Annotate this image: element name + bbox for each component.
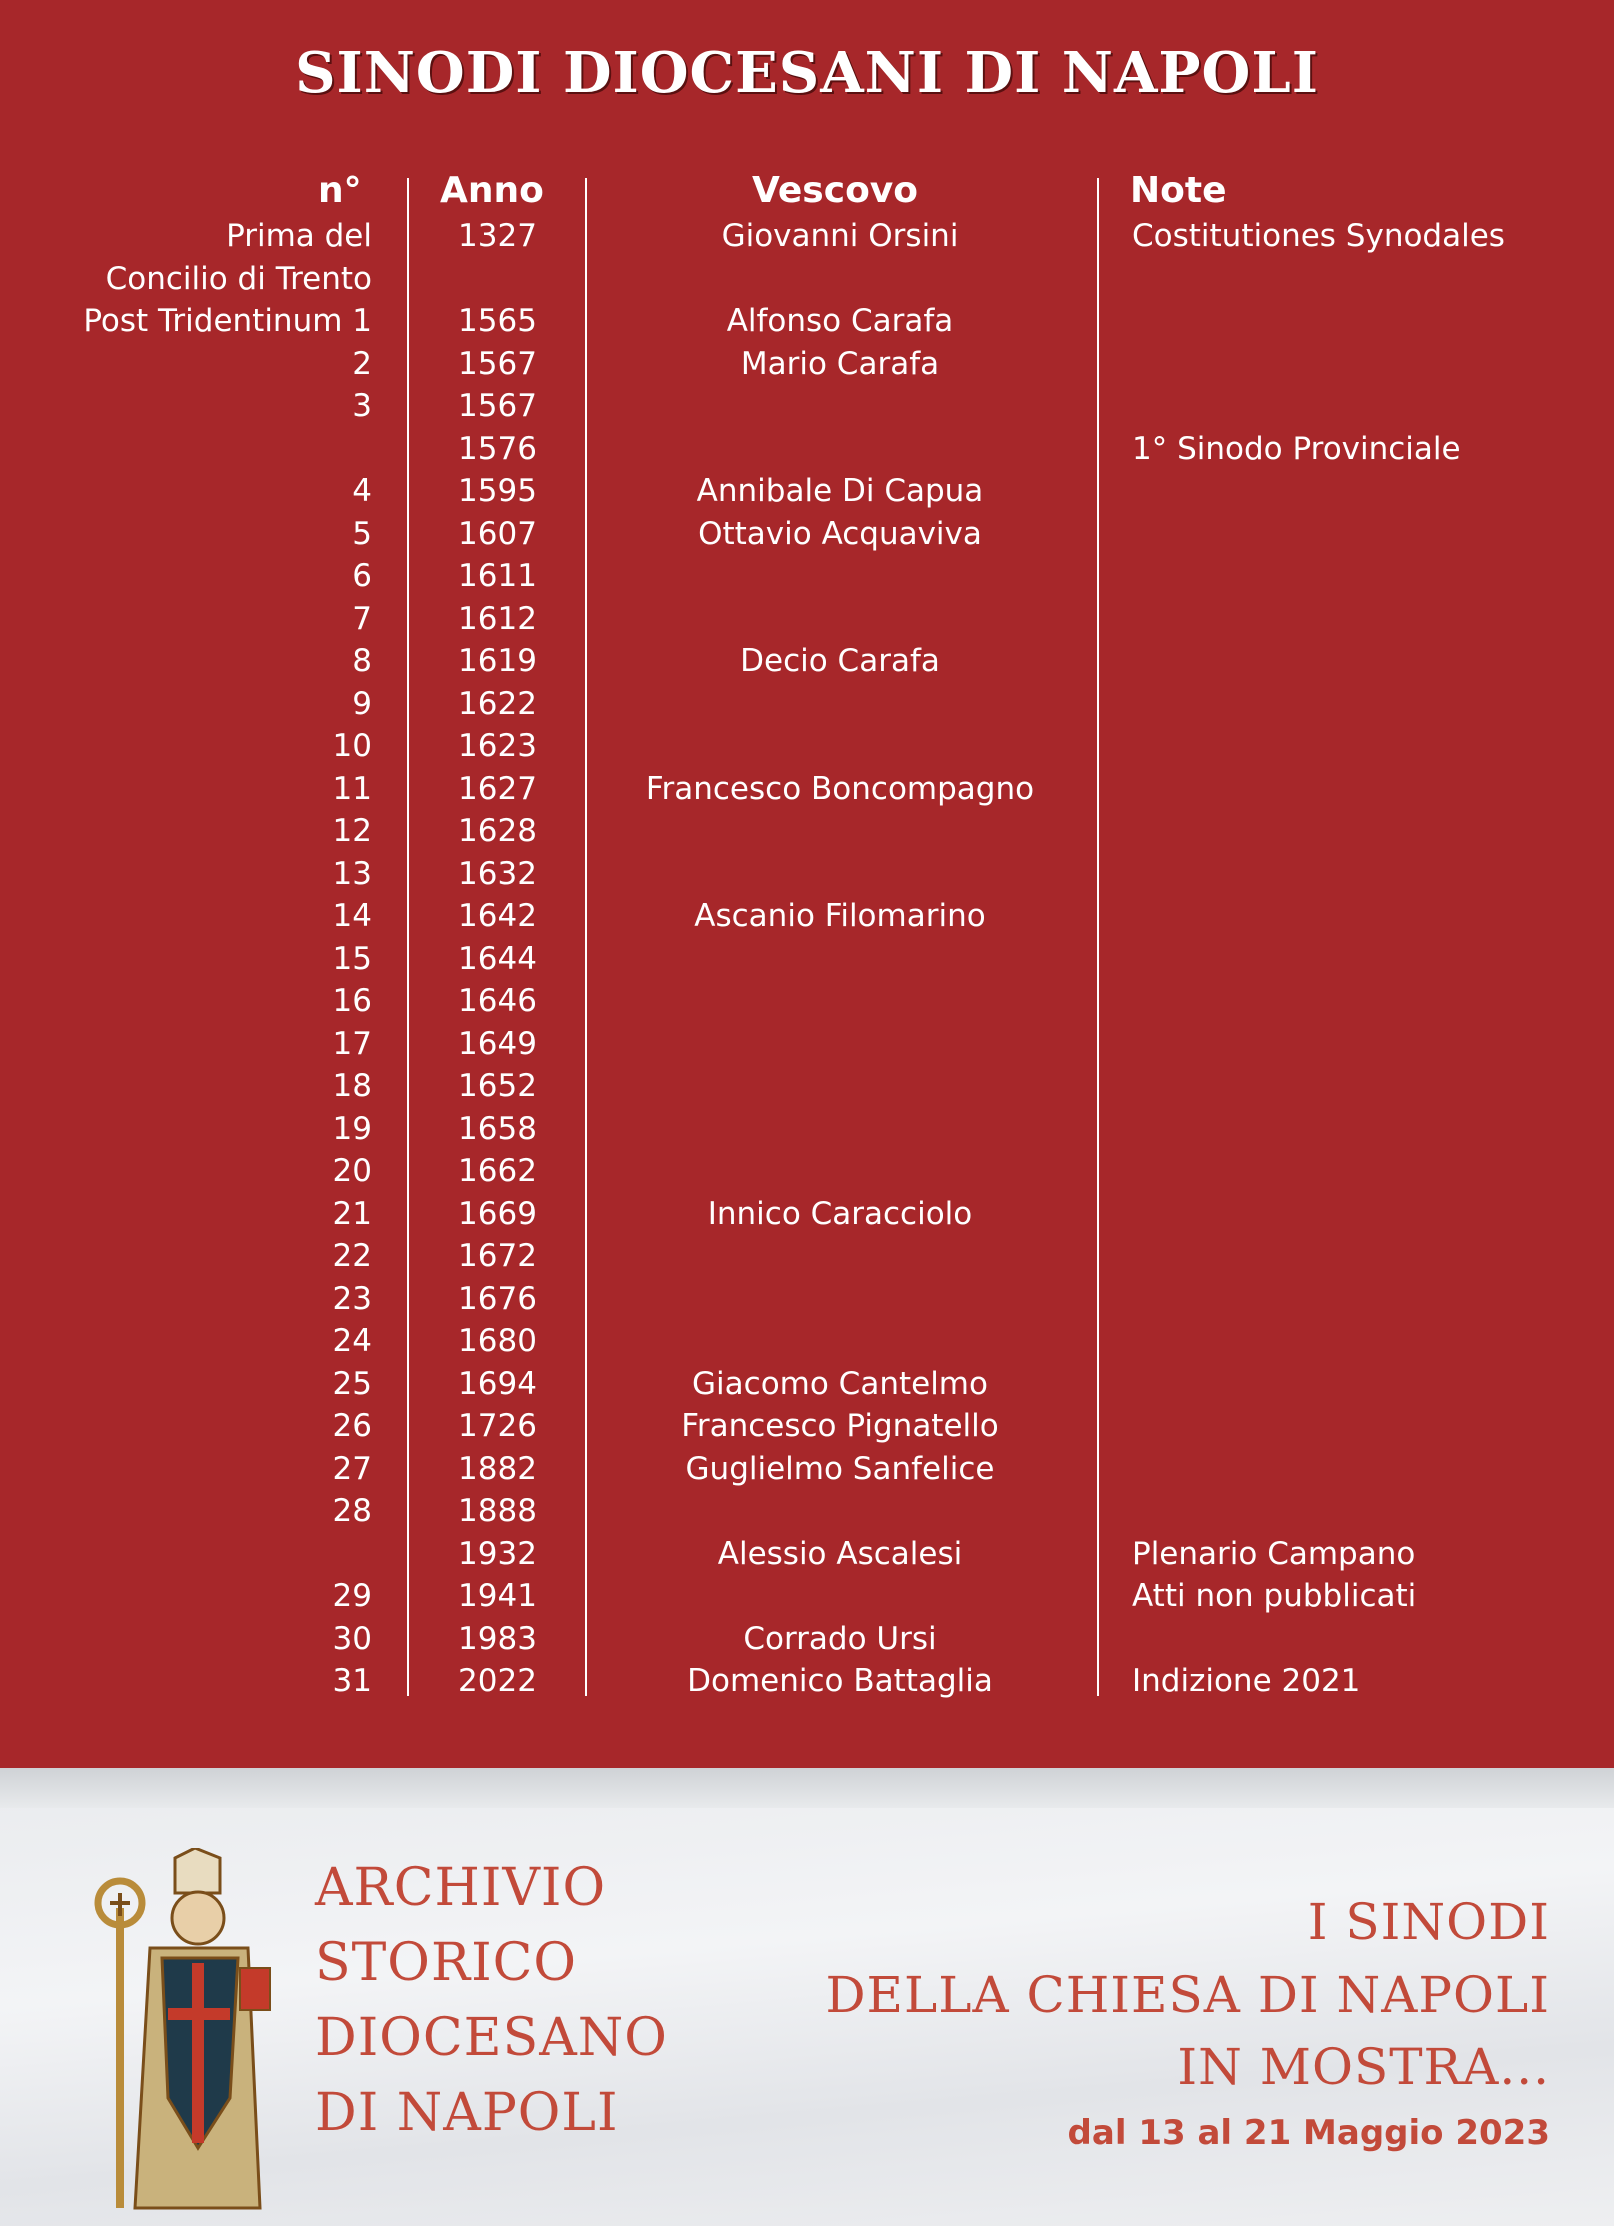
- row-year: 1672: [458, 1238, 537, 1274]
- row-year: 1888: [458, 1493, 537, 1529]
- row-year: 1669: [458, 1195, 537, 1232]
- row-bishop: [600, 1235, 1080, 1277]
- row-bishop: [600, 980, 1080, 1022]
- row-number: 9: [352, 685, 372, 722]
- row-year: 1726: [458, 1408, 537, 1444]
- row-number: Post Tridentinum 1: [83, 303, 372, 339]
- row-number: 18: [332, 1068, 372, 1104]
- row-bishop: [600, 1278, 1080, 1320]
- row-bishop: Alessio Ascalesi: [717, 1535, 963, 1572]
- row-number: 23: [332, 1280, 372, 1317]
- row-year: 1932: [458, 1535, 537, 1572]
- row-note: [1132, 1490, 1602, 1532]
- row-bishop: Alfonso Carafa: [726, 303, 954, 339]
- row-number: [40, 428, 372, 470]
- row-year: 1576: [458, 430, 537, 467]
- header-vescovo: Vescovo: [752, 170, 919, 211]
- row-bishop: Giovanni Orsini: [721, 218, 959, 254]
- row-number: 22: [332, 1238, 372, 1274]
- row-number: 6: [352, 558, 372, 594]
- row-bishop: Francesco Boncompagno: [645, 770, 1035, 807]
- row-bishop: Domenico Battaglia: [687, 1663, 993, 1699]
- row-year: 2022: [458, 1663, 537, 1699]
- row-bishop: [600, 1023, 1080, 1065]
- row-note: [1132, 853, 1602, 895]
- row-number: 25: [332, 1365, 372, 1402]
- row-year: 1646: [458, 983, 537, 1019]
- archive-line: STORICO: [315, 1933, 578, 1993]
- header-num: n°: [318, 170, 362, 211]
- row-bishop: [600, 938, 1080, 980]
- row-note: [1132, 555, 1602, 597]
- row-year: 1565: [458, 303, 537, 339]
- row-bishop: [600, 258, 1080, 300]
- row-bishop: Guglielmo Sanfelice: [685, 1450, 995, 1487]
- row-number: 30: [332, 1620, 372, 1657]
- row-note: [1132, 1193, 1602, 1235]
- row-note: 1° Sinodo Provinciale: [1132, 430, 1461, 467]
- exhibition-line: IN MOSTRA...: [1177, 2038, 1550, 2096]
- row-number: 10: [332, 728, 372, 764]
- exhibition-line: DELLA CHIESA DI NAPOLI: [825, 1966, 1550, 2024]
- row-note: [1132, 1235, 1602, 1277]
- row-bishop: [600, 1490, 1080, 1532]
- archive-line: DI NAPOLI: [315, 2083, 619, 2143]
- archive-line: DIOCESANO: [315, 2008, 668, 2068]
- row-number: 15: [332, 940, 372, 977]
- row-year: 1567: [458, 345, 537, 382]
- row-bishop: [600, 1065, 1080, 1107]
- row-number: 27: [332, 1450, 372, 1487]
- row-number: 11: [332, 770, 372, 807]
- row-year: 1644: [458, 940, 537, 977]
- row-year: 1662: [458, 1153, 537, 1189]
- row-note: Atti non pubblicati: [1132, 1578, 1417, 1614]
- row-note: [1132, 1065, 1602, 1107]
- row-bishop: Francesco Pignatello: [681, 1408, 999, 1444]
- row-year: 1983: [458, 1620, 537, 1657]
- row-number: 12: [332, 813, 372, 849]
- row-number: 2: [352, 345, 372, 382]
- row-note: Indizione 2021: [1132, 1663, 1361, 1699]
- header-note: Note: [1130, 170, 1227, 211]
- row-number: 4: [352, 473, 372, 509]
- page-title: SINODI DIOCESANI DI NAPOLI: [295, 40, 1319, 106]
- row-year: 1627: [458, 770, 537, 807]
- row-number: Concilio di Trento: [105, 260, 372, 297]
- row-year: [415, 258, 580, 300]
- row-year: 1642: [458, 898, 537, 934]
- row-note: [1132, 300, 1602, 342]
- row-bishop: [600, 428, 1080, 470]
- row-number: 20: [332, 1153, 372, 1189]
- row-bishop: [600, 1575, 1080, 1617]
- row-bishop: [600, 555, 1080, 597]
- row-note: [1132, 768, 1602, 810]
- row-note: [1132, 980, 1602, 1022]
- row-number: 5: [352, 515, 372, 552]
- row-year: 1882: [458, 1450, 537, 1487]
- row-note: Plenario Campano: [1132, 1535, 1416, 1572]
- row-note: [1132, 513, 1602, 555]
- row-bishop: [600, 853, 1080, 895]
- row-note: [1132, 1150, 1602, 1192]
- row-note: [1132, 810, 1602, 852]
- row-bishop: [600, 725, 1080, 767]
- row-year: 1649: [458, 1025, 537, 1062]
- row-note: [1132, 1278, 1602, 1320]
- row-year: 1941: [458, 1578, 537, 1614]
- row-bishop: Corrado Ursi: [743, 1620, 937, 1657]
- column-divider: [1097, 178, 1099, 1696]
- row-bishop: [600, 1150, 1080, 1192]
- row-year: 1612: [458, 600, 537, 637]
- row-note: [1132, 385, 1602, 427]
- row-year: 1652: [458, 1068, 537, 1104]
- row-number: 8: [352, 643, 372, 679]
- row-bishop: [600, 1108, 1080, 1150]
- row-bishop: [600, 683, 1080, 725]
- row-note: [1132, 1108, 1602, 1150]
- row-number: 16: [332, 983, 372, 1019]
- row-bishop: [600, 385, 1080, 427]
- header-anno: Anno: [440, 170, 544, 211]
- exhibition-line: I SINODI: [1307, 1893, 1550, 1951]
- row-number: 19: [332, 1110, 372, 1147]
- row-note: [1132, 1363, 1602, 1405]
- row-note: [1132, 1405, 1602, 1447]
- column-divider: [407, 178, 409, 1696]
- row-number: 14: [332, 898, 372, 934]
- divider-band: [0, 1768, 1614, 1808]
- row-note: [1132, 343, 1602, 385]
- row-number: 21: [332, 1195, 372, 1232]
- row-note: [1132, 1320, 1602, 1362]
- row-year: 1595: [458, 473, 537, 509]
- footer-banner: [0, 1768, 1614, 2226]
- row-note: [1132, 258, 1602, 300]
- row-year: 1658: [458, 1110, 537, 1147]
- row-bishop: Innico Caracciolo: [707, 1195, 973, 1232]
- row-number: 29: [332, 1578, 372, 1614]
- row-note: [1132, 683, 1602, 725]
- row-number: 13: [332, 855, 372, 892]
- row-year: 1622: [458, 685, 537, 722]
- row-year: 1632: [458, 855, 537, 892]
- row-note: [1132, 598, 1602, 640]
- row-note: [1132, 470, 1602, 512]
- row-number: 17: [332, 1025, 372, 1062]
- row-number: 24: [332, 1323, 372, 1359]
- bishop-illustration: [80, 1848, 290, 2218]
- row-note: [1132, 640, 1602, 682]
- row-year: 1607: [458, 515, 537, 552]
- row-year: 1680: [458, 1323, 537, 1359]
- exhibition-dates: dal 13 al 21 Maggio 2023: [1067, 2113, 1550, 2153]
- row-year: 1619: [458, 643, 537, 679]
- row-number: Prima del: [226, 218, 372, 254]
- row-note: Costitutiones Synodales: [1132, 218, 1505, 254]
- row-number: 3: [352, 388, 372, 424]
- row-bishop: Annibale Di Capua: [696, 473, 984, 509]
- row-bishop: [600, 810, 1080, 852]
- row-bishop: Ottavio Acquaviva: [698, 515, 982, 552]
- row-note: [1132, 938, 1602, 980]
- row-number: 26: [332, 1408, 372, 1444]
- row-year: 1694: [458, 1365, 537, 1402]
- row-number: 28: [332, 1493, 372, 1529]
- row-note: [1132, 895, 1602, 937]
- row-bishop: Decio Carafa: [740, 643, 940, 679]
- row-year: 1611: [458, 558, 537, 594]
- row-number: [40, 1533, 372, 1575]
- row-bishop: [600, 1320, 1080, 1362]
- row-bishop: Giacomo Cantelmo: [692, 1365, 988, 1402]
- row-number: 7: [352, 600, 372, 637]
- column-divider: [585, 178, 587, 1696]
- row-year: 1628: [458, 813, 537, 849]
- row-bishop: Mario Carafa: [740, 345, 940, 382]
- row-year: 1676: [458, 1280, 537, 1317]
- row-year: 1623: [458, 728, 537, 764]
- row-bishop: Ascanio Filomarino: [694, 898, 986, 934]
- archive-line: ARCHIVIO: [315, 1858, 607, 1918]
- row-note: [1132, 1448, 1602, 1490]
- row-year: 1327: [458, 218, 537, 254]
- row-note: [1132, 725, 1602, 767]
- row-bishop: [600, 598, 1080, 640]
- row-note: [1132, 1023, 1602, 1065]
- row-note: [1132, 1618, 1602, 1660]
- row-number: 31: [332, 1663, 372, 1699]
- row-year: 1567: [458, 388, 537, 424]
